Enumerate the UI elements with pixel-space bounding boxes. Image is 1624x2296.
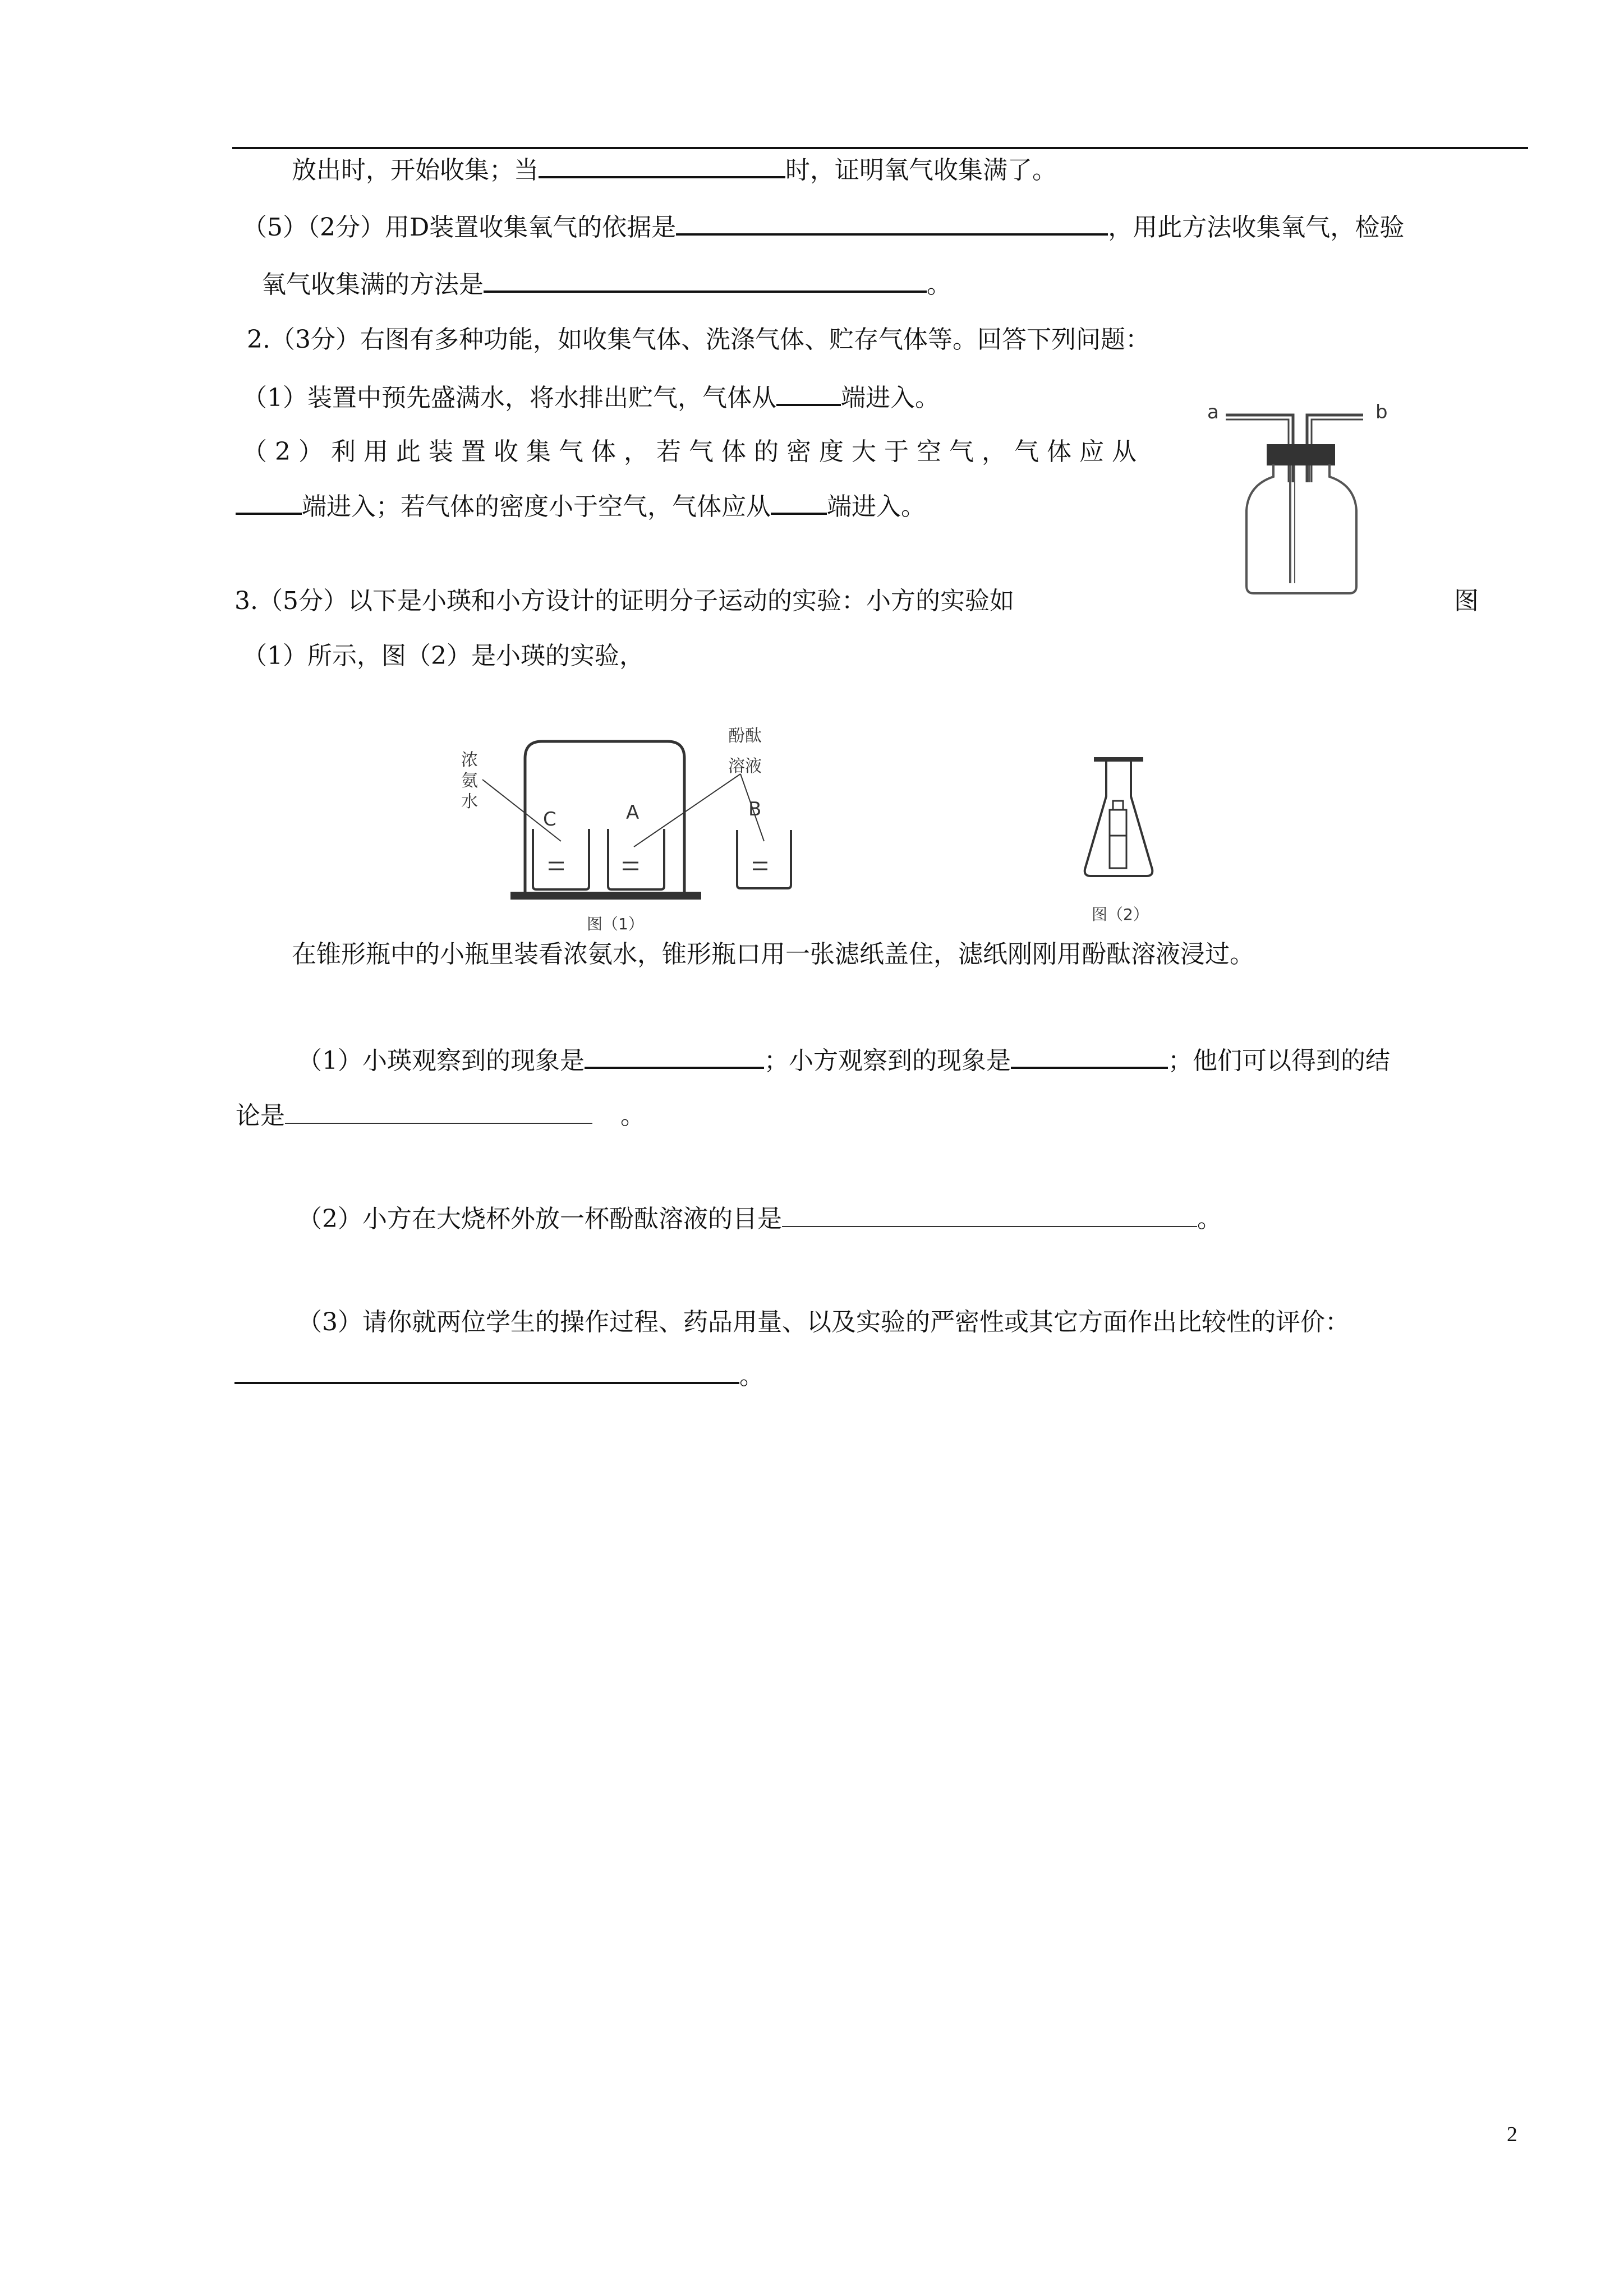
q3-sub1-line2: 论是 。 — [236, 1098, 645, 1133]
svg-text:浓: 浓 — [461, 750, 478, 770]
gas-bottle-figure — [1195, 393, 1436, 600]
answer-blank[interactable] — [776, 379, 841, 406]
beaker-a-label: A — [626, 801, 640, 824]
label-phenolphthalein-bottom: 溶液 — [728, 757, 762, 776]
q3-stem-line2: （1）所示，图（2）是小瑛的实验， — [242, 642, 644, 670]
svg-text:氨: 氨 — [461, 771, 478, 791]
q1-part5-line2: 氧气收集满的方法是 。 — [261, 266, 951, 302]
svg-text:水: 水 — [461, 792, 478, 812]
answer-blank[interactable] — [234, 1357, 739, 1384]
q3-stem: 3.（5分）以下是小瑛和小方设计的证明分子运动的实验：小方的实验如 — [234, 587, 1014, 615]
page-number: 2 — [1507, 2123, 1517, 2146]
beaker-c-label: C — [543, 808, 556, 831]
answer-blank[interactable] — [236, 488, 302, 515]
header-rule — [232, 147, 1528, 149]
q3-sub1: （1）小瑛观察到的现象是 ；小方观察到的现象是 ；他们可以得到的结 — [297, 1042, 1390, 1078]
q2-part2-line2: 端进入；若气体的密度小于空气，气体应从 端进入。 — [236, 488, 926, 524]
q2-stem: 2.（3分）右图有多种功能，如收集气体、洗涤气体、贮存气体等。回答下列问题： — [247, 325, 1150, 354]
figure1-diffusion-apparatus — [449, 718, 830, 937]
answer-blank[interactable] — [1011, 1042, 1168, 1069]
figure2-conical-flask — [1077, 751, 1189, 937]
figure2-caption: 图（2） — [1092, 905, 1149, 924]
answer-blank[interactable] — [285, 1098, 592, 1124]
q3-description: 在锥形瓶中的小瓶里装看浓氨水，锥形瓶口用一张滤纸盖住，滤纸刚刚用酚酞溶液浸过。 — [292, 940, 1254, 969]
answer-blank[interactable] — [539, 151, 785, 178]
label-phenolphthalein-top: 酚酞 — [728, 726, 762, 746]
answer-blank[interactable] — [585, 1042, 764, 1069]
q3-sub3-line2: 。 — [234, 1357, 764, 1393]
figure1-caption: 图（1） — [587, 915, 644, 933]
q2-part1: （1）装置中预先盛满水，将水排出贮气，气体从 端进入。 — [242, 379, 940, 415]
tube-label-a: a — [1207, 401, 1219, 423]
label-ammonia — [461, 750, 478, 812]
q3-sub2: （2）小方在大烧杯外放一杯酚酞溶液的目是 。 — [297, 1201, 1222, 1236]
q3-stem-tail: 图 — [1454, 587, 1479, 615]
q1-line-collect: 放出时，开始收集；当 时，证明氧气收集满了。 — [292, 151, 1057, 187]
q3-sub3: （3）请你就两位学生的操作过程、药品用量、以及实验的严密性或其它方面作出比较性的评价： — [297, 1308, 1350, 1336]
beaker-b-label: B — [748, 798, 762, 820]
answer-blank[interactable] — [484, 266, 927, 293]
answer-blank[interactable] — [771, 488, 827, 515]
answer-blank[interactable] — [782, 1201, 1197, 1227]
tube-label-b: b — [1375, 401, 1388, 423]
q2-part2-line1: （2）利用此装置收集气体，若气体的密度大于空气，气体应从 — [242, 437, 1144, 466]
q1-part5: （5）（2分）用D装置收集氧气的依据是 ，用此方法收集氧气，检验 — [242, 209, 1404, 245]
answer-blank[interactable] — [676, 209, 1108, 236]
